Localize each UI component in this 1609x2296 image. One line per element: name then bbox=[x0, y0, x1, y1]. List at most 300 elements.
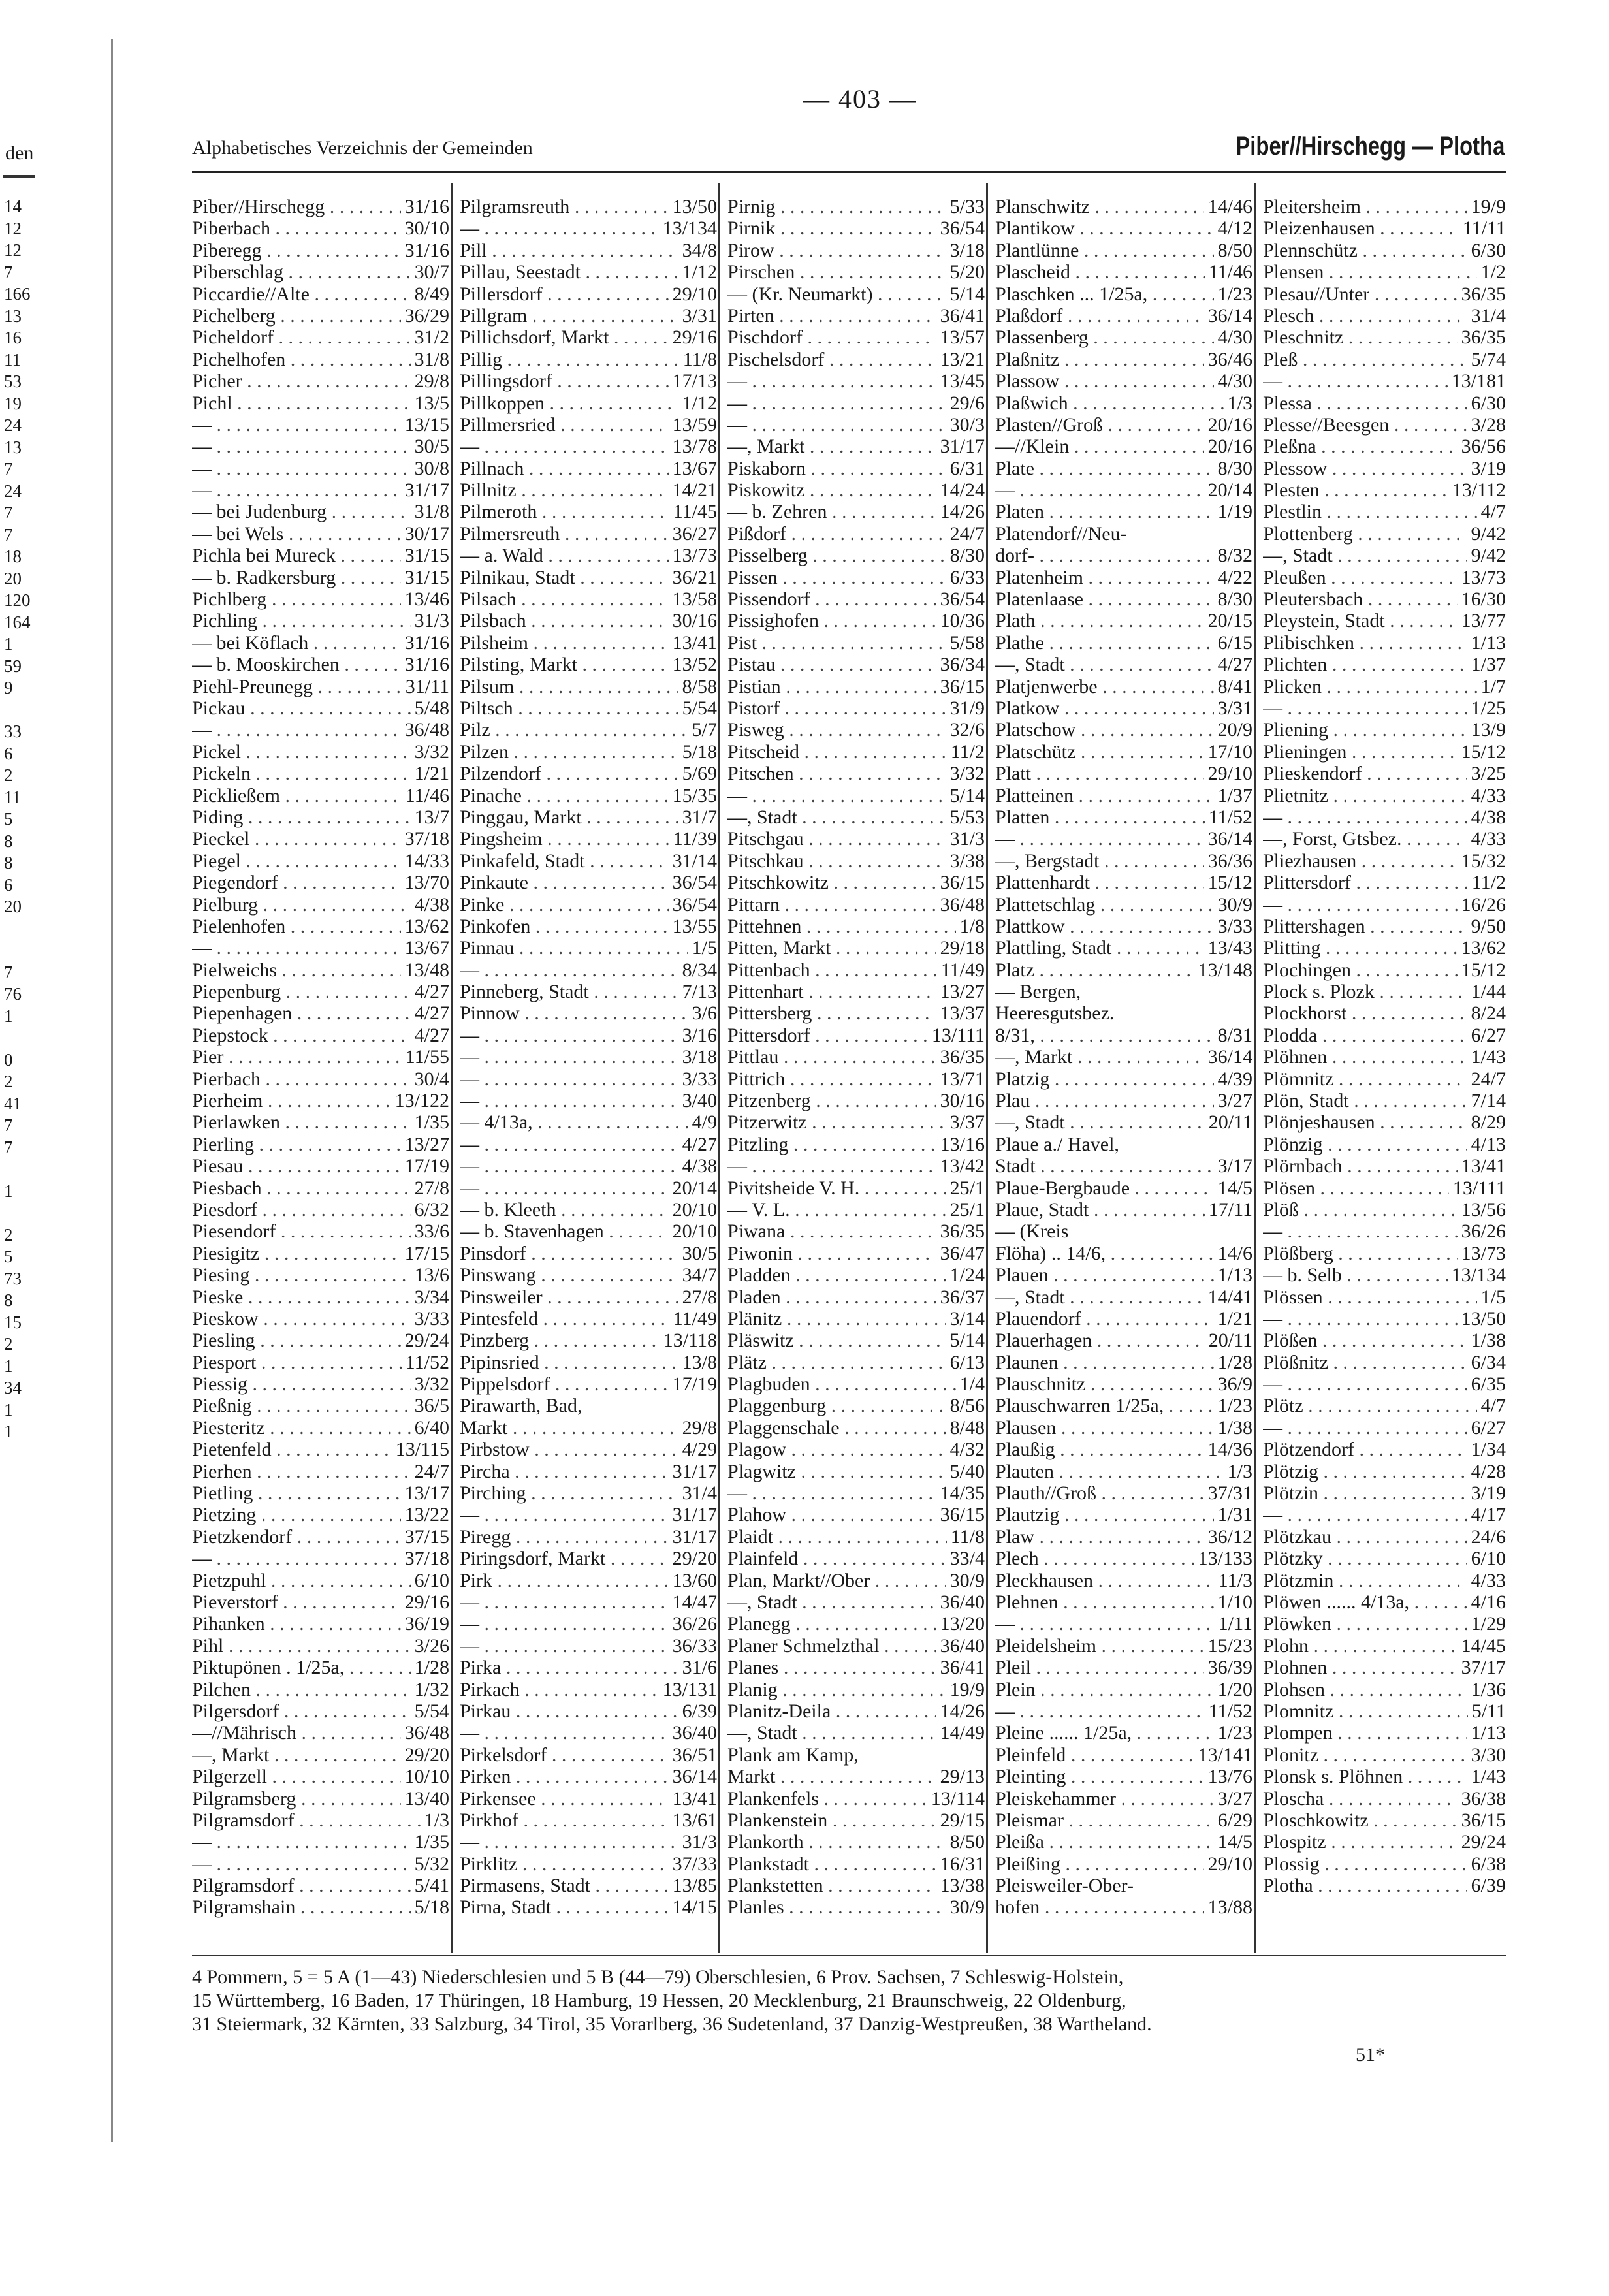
map-reference: 9/42 bbox=[1467, 523, 1506, 545]
gazetteer-entry bbox=[995, 523, 1252, 545]
map-reference: 13/42 bbox=[936, 1155, 985, 1177]
place-name: Plesse//Beesgen . . . bbox=[1263, 414, 1467, 436]
place-name: Plößen . . . bbox=[1263, 1330, 1467, 1351]
place-name: Pilzen . . . bbox=[460, 741, 678, 763]
place-name: Plötzmin . . . bbox=[1263, 1570, 1467, 1591]
place-name: Platt . . . bbox=[995, 763, 1204, 784]
gazetteer-entry bbox=[727, 981, 985, 1002]
gazetteer-entry bbox=[192, 1155, 449, 1177]
margin-number bbox=[4, 1640, 95, 1662]
map-reference: 15/35 bbox=[669, 785, 717, 806]
gazetteer-entry bbox=[995, 828, 1252, 850]
map-reference: 13/57 bbox=[936, 327, 985, 348]
map-reference: 4/16 bbox=[1467, 1591, 1506, 1613]
place-name: Plattkow . . . bbox=[995, 916, 1214, 937]
map-reference: 4/38 bbox=[1467, 806, 1506, 828]
map-reference: 36/29 bbox=[401, 305, 449, 327]
footnote-line: 4 Pommern, 5 = 5 A (1—43) Niederschlesien und 5 B (44—79) Oberschlesien, 6 Prov. Sachsen, 7 Schleswig-Holstein, bbox=[192, 1966, 1124, 1988]
place-name: Piehl-Preunegg . . . bbox=[192, 676, 402, 697]
map-reference: 8/30 bbox=[946, 545, 985, 566]
gazetteer-entry bbox=[192, 1896, 449, 1918]
gazetteer-entry bbox=[995, 1461, 1252, 1482]
map-reference: 1/35 bbox=[411, 1831, 449, 1853]
gazetteer-entry bbox=[727, 1243, 985, 1264]
map-reference: 1/8 bbox=[956, 916, 985, 937]
place-name: —//Klein . . . bbox=[995, 436, 1204, 457]
gazetteer-entry bbox=[995, 741, 1252, 763]
place-name: Pichling . . . bbox=[192, 610, 411, 631]
place-name: Pieske . . . bbox=[192, 1286, 411, 1308]
place-name: Plein . . . bbox=[995, 1679, 1214, 1700]
map-reference: 31/6 bbox=[678, 1657, 717, 1678]
gazetteer-entry bbox=[192, 719, 449, 741]
map-reference: 8/58 bbox=[678, 676, 717, 697]
place-name: Pinache . . . bbox=[460, 785, 669, 806]
gazetteer-entry bbox=[995, 1766, 1252, 1787]
place-name: Pitschkowitz . . . bbox=[727, 872, 936, 893]
gazetteer-entry bbox=[1263, 392, 1506, 414]
map-reference: 1/44 bbox=[1467, 981, 1506, 1002]
gazetteer-entry bbox=[460, 283, 717, 305]
margin-number bbox=[4, 1027, 95, 1049]
map-reference: 36/27 bbox=[669, 523, 717, 545]
place-name: Plönzig . . . bbox=[1263, 1134, 1467, 1155]
place-name: Plauten . . . bbox=[995, 1461, 1224, 1482]
gazetteer-entry bbox=[460, 1286, 717, 1308]
place-name: Plankstetten . . . bbox=[727, 1875, 936, 1896]
gazetteer-entry bbox=[995, 1068, 1252, 1090]
place-name: Pissighofen . . . bbox=[727, 610, 936, 631]
gazetteer-entry bbox=[995, 1810, 1252, 1831]
map-reference: 36/14 bbox=[1204, 1046, 1252, 1068]
map-reference: 30/9 bbox=[1214, 894, 1252, 916]
map-reference: 15/12 bbox=[1458, 741, 1506, 763]
gazetteer-entry bbox=[192, 261, 449, 283]
map-reference: 29/8 bbox=[411, 370, 449, 392]
map-reference: 1/20 bbox=[1214, 1679, 1252, 1700]
map-reference: 20/10 bbox=[669, 1220, 717, 1242]
gazetteer-entry bbox=[995, 588, 1252, 610]
map-reference bbox=[1081, 981, 1085, 1002]
gazetteer-entry bbox=[1263, 763, 1506, 784]
gazetteer-entry bbox=[995, 1526, 1252, 1548]
map-reference: 36/21 bbox=[669, 567, 717, 588]
map-reference: 31/3 bbox=[411, 610, 449, 631]
gazetteer-entry bbox=[995, 1264, 1252, 1286]
left-margin-fragment bbox=[0, 0, 108, 2296]
place-name: Picheldorf . . . bbox=[192, 327, 411, 348]
place-name: Plagbuden . . . bbox=[727, 1373, 956, 1395]
margin-number: 1 bbox=[4, 1181, 13, 1201]
gazetteer-entry bbox=[460, 1220, 717, 1242]
place-name: Pietenfeld . . . bbox=[192, 1439, 392, 1460]
place-name: — . . . bbox=[995, 1700, 1205, 1722]
gazetteer-entry bbox=[460, 1025, 717, 1046]
gazetteer-entry bbox=[727, 1134, 985, 1155]
map-reference: 36/41 bbox=[936, 1657, 985, 1678]
map-reference: 10/36 bbox=[936, 610, 985, 631]
map-reference: 31/4 bbox=[678, 1482, 717, 1504]
map-reference: 3/31 bbox=[678, 305, 717, 327]
place-name: Pissendorf . . . bbox=[727, 588, 936, 610]
place-name: Pirow . . . bbox=[727, 240, 946, 261]
place-name: Plonitz . . . bbox=[1263, 1744, 1467, 1766]
place-name: Plotha . . . bbox=[1263, 1875, 1467, 1896]
margin-number: 34 bbox=[4, 1378, 22, 1397]
place-name: Piringsdorf, Markt . . . bbox=[460, 1548, 669, 1569]
margin-number-list bbox=[4, 196, 95, 1815]
map-reference: 1/23 bbox=[1214, 283, 1252, 305]
map-reference: 4/28 bbox=[1467, 1461, 1506, 1482]
signature-mark: 51* bbox=[1356, 2044, 1385, 2065]
map-reference: 36/54 bbox=[936, 217, 985, 239]
gazetteer-entry bbox=[460, 1722, 717, 1744]
gazetteer-entry bbox=[460, 719, 717, 741]
place-name: Plan, Markt//Ober . . . bbox=[727, 1570, 946, 1591]
map-reference: 14/41 bbox=[1204, 1286, 1252, 1308]
map-reference: 6/40 bbox=[411, 1417, 449, 1439]
gazetteer-entry bbox=[995, 1722, 1252, 1744]
map-reference: 3/27 bbox=[1214, 1788, 1252, 1810]
gazetteer-entry bbox=[192, 1025, 449, 1046]
place-name: Planes . . . bbox=[727, 1657, 936, 1678]
place-name: Plötzendorf . . . bbox=[1263, 1439, 1467, 1460]
place-name: Pinkofen . . . bbox=[460, 916, 669, 937]
map-reference: 14/5 bbox=[1214, 1177, 1252, 1199]
gazetteer-entry bbox=[995, 1155, 1252, 1177]
place-name: Plöwen ...... 4/13a, . . . bbox=[1263, 1591, 1467, 1613]
map-reference: 4/29 bbox=[678, 1439, 717, 1460]
place-name: Heeresgutsbez. bbox=[995, 1002, 1115, 1025]
gazetteer-entry bbox=[1263, 523, 1506, 545]
map-reference: 13/77 bbox=[1458, 610, 1506, 631]
gazetteer-entry bbox=[1263, 741, 1506, 763]
place-name: —, Markt . . . bbox=[995, 1046, 1204, 1068]
place-name: Pitschgau . . . bbox=[727, 828, 946, 850]
place-name: Pilgerzell . . . bbox=[192, 1766, 401, 1787]
place-name: Piktupönen . 1/25a, . . . bbox=[192, 1657, 411, 1678]
gazetteer-entry bbox=[995, 436, 1252, 457]
place-name: Pichl . . . bbox=[192, 392, 411, 414]
gazetteer-entry bbox=[1263, 479, 1506, 501]
map-reference: 13/62 bbox=[1458, 937, 1506, 959]
margin-number bbox=[4, 1574, 95, 1597]
map-reference: 1/24 bbox=[946, 1264, 985, 1286]
place-name: Pierheim . . . bbox=[192, 1090, 391, 1111]
place-name: Pillingsdorf . . . bbox=[460, 370, 669, 392]
map-reference: 36/40 bbox=[936, 1635, 985, 1657]
map-reference: 7/13 bbox=[678, 981, 717, 1002]
map-reference: 14/21 bbox=[669, 479, 717, 501]
map-reference: 24/6 bbox=[1467, 1526, 1506, 1548]
gazetteer-entry bbox=[1263, 1875, 1506, 1896]
place-name: Plesch . . . bbox=[1263, 305, 1467, 327]
place-name: Pirkelsdorf . . . bbox=[460, 1744, 669, 1766]
gazetteer-entry bbox=[1263, 872, 1506, 893]
map-reference: 13/67 bbox=[669, 458, 717, 479]
gazetteer-entry bbox=[192, 981, 449, 1002]
margin-number bbox=[4, 1706, 95, 1728]
place-name: Plößberg . . . bbox=[1263, 1243, 1458, 1264]
map-reference: 5/41 bbox=[411, 1875, 449, 1896]
map-reference: 30/16 bbox=[669, 610, 717, 631]
place-name: Piwonin . . . bbox=[727, 1243, 936, 1264]
gazetteer-entry bbox=[1263, 240, 1506, 261]
gazetteer-entry bbox=[727, 676, 985, 697]
gazetteer-entry bbox=[192, 1679, 449, 1700]
place-name: Pitschkau . . . bbox=[727, 850, 946, 872]
place-name: Plauth//Groß . . . bbox=[995, 1482, 1204, 1504]
map-reference: 30/9 bbox=[946, 1896, 985, 1918]
place-name: Pliezhausen . . . bbox=[1263, 850, 1458, 872]
map-reference: 29/13 bbox=[936, 1766, 985, 1787]
map-reference: 13/38 bbox=[936, 1875, 985, 1896]
map-reference: 14/35 bbox=[936, 1482, 985, 1504]
map-reference: 36/35 bbox=[936, 1220, 985, 1242]
gazetteer-entry bbox=[1263, 1395, 1506, 1416]
gazetteer-entry bbox=[995, 1417, 1252, 1439]
place-name: Pirna, Stadt . . . bbox=[460, 1896, 669, 1918]
gazetteer-entry bbox=[995, 1286, 1252, 1308]
place-name: Pirklitz . . . bbox=[460, 1853, 669, 1875]
margin-number: 13 bbox=[4, 437, 22, 457]
gazetteer-entry bbox=[727, 916, 985, 937]
place-name: — . . . bbox=[460, 1722, 669, 1744]
gazetteer-entry bbox=[460, 1155, 717, 1177]
gazetteer-entry bbox=[995, 1853, 1252, 1875]
gazetteer-entry bbox=[460, 981, 717, 1002]
place-name: Pisselberg . . . bbox=[727, 545, 946, 566]
gazetteer-entry bbox=[1263, 632, 1506, 654]
gazetteer-entry bbox=[727, 436, 985, 457]
place-name: Pierlawken . . . bbox=[192, 1111, 411, 1133]
place-name: — . . . bbox=[1263, 1504, 1467, 1525]
place-name: Pihl . . . bbox=[192, 1635, 411, 1657]
place-name: — . . . bbox=[192, 414, 401, 436]
map-reference: 3/27 bbox=[1214, 1090, 1252, 1111]
gazetteer-entry bbox=[995, 1177, 1252, 1199]
map-reference: 4/30 bbox=[1214, 370, 1252, 392]
place-name: Pinke . . . bbox=[460, 894, 669, 916]
gazetteer-entry bbox=[727, 196, 985, 217]
gazetteer-entry bbox=[460, 261, 717, 283]
gazetteer-entry bbox=[995, 1635, 1252, 1657]
place-name: Platendorf//Neu- bbox=[995, 522, 1127, 545]
place-name: Pleißa . . . bbox=[995, 1831, 1214, 1853]
gazetteer-entry bbox=[995, 370, 1252, 392]
map-reference: 31/11 bbox=[402, 676, 449, 697]
map-reference: 32/6 bbox=[946, 719, 985, 741]
place-name: Pickeln . . . bbox=[192, 763, 411, 784]
place-name: Pilchen . . . bbox=[192, 1679, 411, 1700]
map-reference: 36/56 bbox=[1458, 436, 1506, 457]
map-reference: 14/6 bbox=[1214, 1243, 1252, 1264]
map-reference: 11/49 bbox=[937, 959, 985, 981]
map-reference: 30/7 bbox=[411, 261, 449, 283]
place-name: Plagwitz . . . bbox=[727, 1461, 946, 1482]
margin-header-fragment: den bbox=[5, 142, 34, 164]
gazetteer-entry bbox=[727, 872, 985, 893]
place-name: Pilz . . . bbox=[460, 719, 688, 741]
place-name: Pihanken . . . bbox=[192, 1613, 401, 1634]
place-name: Pittlau . . . bbox=[727, 1046, 936, 1068]
gazetteer-entry bbox=[727, 1853, 985, 1875]
gazetteer-entry bbox=[995, 1744, 1252, 1766]
map-reference: 33/6 bbox=[411, 1220, 449, 1242]
map-reference: 36/26 bbox=[1458, 1220, 1506, 1242]
place-name: Plech . . . bbox=[995, 1548, 1194, 1569]
map-reference: 13/7 bbox=[411, 806, 449, 828]
map-reference: 4/9 bbox=[688, 1111, 717, 1133]
map-reference: 31/17 bbox=[669, 1526, 717, 1548]
map-reference: 20/14 bbox=[669, 1177, 717, 1199]
gazetteer-entry bbox=[995, 1570, 1252, 1591]
margin-number bbox=[4, 1596, 95, 1618]
map-reference: 1/21 bbox=[411, 763, 449, 784]
map-reference: 31/16 bbox=[401, 240, 449, 261]
gazetteer-entry bbox=[727, 937, 985, 959]
map-reference: 8/41 bbox=[1214, 676, 1252, 697]
gazetteer-entry bbox=[727, 1657, 985, 1678]
place-name: Pirkensee . . . bbox=[460, 1788, 669, 1810]
gazetteer-entry bbox=[1263, 567, 1506, 588]
map-reference: 37/15 bbox=[401, 1526, 449, 1548]
place-name: hofen . . . bbox=[995, 1896, 1204, 1918]
gazetteer-entry bbox=[192, 1199, 449, 1220]
place-name: Plaußig . . . bbox=[995, 1439, 1204, 1460]
place-name: Pistau . . . bbox=[727, 654, 936, 675]
gazetteer-entry bbox=[727, 632, 985, 654]
place-name: Pittersdorf . . . bbox=[727, 1025, 928, 1046]
margin-number: 6 bbox=[4, 743, 13, 763]
gazetteer-entry bbox=[995, 1875, 1252, 1896]
map-reference: 34/7 bbox=[678, 1264, 717, 1286]
place-name: Piesport . . . bbox=[192, 1352, 402, 1373]
gazetteer-entry bbox=[1263, 1700, 1506, 1722]
place-name: Pissen . . . bbox=[727, 567, 946, 588]
gazetteer-entry bbox=[192, 937, 449, 959]
place-name: Pilgramsdorf . . . bbox=[192, 1875, 411, 1896]
place-name: Piesendorf . . . bbox=[192, 1220, 411, 1242]
place-name: Plospitz . . . bbox=[1263, 1831, 1458, 1853]
map-reference: 36/48 bbox=[401, 719, 449, 741]
gazetteer-entry bbox=[995, 654, 1252, 675]
margin-number: 1 bbox=[4, 1006, 13, 1026]
place-name: — . . . bbox=[192, 1853, 411, 1875]
gazetteer-entry bbox=[995, 479, 1252, 501]
map-reference: 13/43 bbox=[1204, 937, 1252, 959]
map-reference: 13/21 bbox=[936, 349, 985, 370]
map-reference: 1/23 bbox=[1214, 1395, 1252, 1416]
gazetteer-entry bbox=[727, 1482, 985, 1504]
gazetteer-entry bbox=[192, 1330, 449, 1351]
place-name: — Bergen, bbox=[995, 981, 1081, 1003]
place-name: Plascheid . . . bbox=[995, 261, 1205, 283]
place-name: Plattetschlag . . . bbox=[995, 894, 1214, 916]
gazetteer-entry bbox=[727, 217, 985, 239]
place-name: Plön, Stadt . . . bbox=[1263, 1090, 1467, 1111]
place-name: Plohn . . . bbox=[1263, 1635, 1458, 1657]
gazetteer-entry bbox=[995, 1046, 1252, 1068]
margin-rule bbox=[111, 39, 113, 2142]
map-reference: 5/14 bbox=[946, 1330, 985, 1351]
place-name: Plattenhardt . . . bbox=[995, 872, 1204, 893]
gazetteer-entry bbox=[460, 588, 717, 610]
place-name: Plittersdorf . . . bbox=[1263, 872, 1468, 893]
map-reference: 6/35 bbox=[1467, 1373, 1506, 1395]
place-name: Pilsach . . . bbox=[460, 588, 669, 610]
gazetteer-entry bbox=[727, 458, 985, 479]
map-reference: 11/8 bbox=[679, 349, 717, 370]
place-name: Pießnig . . . bbox=[192, 1395, 411, 1416]
margin-number bbox=[4, 1465, 95, 1487]
map-reference: 1/43 bbox=[1467, 1046, 1506, 1068]
map-reference: 11/39 bbox=[669, 828, 717, 850]
gazetteer-entry bbox=[1263, 1199, 1506, 1220]
map-reference: 5/14 bbox=[946, 283, 985, 305]
map-reference: 4/12 bbox=[1214, 217, 1252, 239]
gazetteer-entry bbox=[727, 1025, 985, 1046]
map-reference: 36/35 bbox=[1458, 283, 1506, 305]
map-reference: 1/5 bbox=[688, 937, 717, 959]
place-name: Plathe . . . bbox=[995, 632, 1214, 654]
map-reference: 1/12 bbox=[678, 392, 717, 414]
gazetteer-entry bbox=[192, 1068, 449, 1090]
place-name: Pilsbach . . . bbox=[460, 610, 669, 631]
place-name: Piepenhagen . . . bbox=[192, 1002, 411, 1024]
map-reference: 13/148 bbox=[1194, 959, 1252, 981]
map-reference: 3/18 bbox=[678, 1046, 717, 1068]
place-name: Pirka . . . bbox=[460, 1657, 678, 1678]
gazetteer-entry bbox=[995, 1788, 1252, 1810]
map-reference: 17/19 bbox=[669, 1373, 717, 1395]
place-name: Plohsen . . . bbox=[1263, 1679, 1467, 1700]
place-name: Pirawarth, Bad, bbox=[460, 1395, 582, 1417]
margin-number: 7 bbox=[4, 503, 13, 522]
place-name: Markt . . . bbox=[460, 1417, 678, 1439]
place-name: —, Forst, Gtsbez. . . . bbox=[1263, 828, 1467, 850]
gazetteer-entry bbox=[460, 392, 717, 414]
gazetteer-entry bbox=[995, 305, 1252, 327]
place-name: Pillmersried . . . bbox=[460, 414, 669, 436]
place-name: Plomnitz . . . bbox=[1263, 1700, 1468, 1722]
map-reference: 13/50 bbox=[669, 196, 717, 217]
map-reference: 13/111 bbox=[1449, 1177, 1506, 1199]
place-name: Plitting . . . bbox=[1263, 937, 1458, 959]
place-name: Pilsum . . . bbox=[460, 676, 678, 697]
map-reference: 8/34 bbox=[678, 959, 717, 981]
gazetteer-entry bbox=[995, 1002, 1252, 1024]
place-name: Pilgramsreuth . . . bbox=[460, 196, 669, 217]
place-name: Plittershagen . . . bbox=[1263, 916, 1467, 937]
map-reference: 5/54 bbox=[411, 1700, 449, 1722]
gazetteer-entry bbox=[995, 697, 1252, 719]
map-reference: 17/15 bbox=[401, 1243, 449, 1264]
gazetteer-entry bbox=[995, 937, 1252, 959]
place-name: Platenlaase . . . bbox=[995, 588, 1214, 610]
map-reference: 13/115 bbox=[392, 1439, 449, 1460]
gazetteer-entry bbox=[1263, 1286, 1506, 1308]
gazetteer-entry bbox=[192, 1722, 449, 1744]
place-name: Plauendorf . . . bbox=[995, 1308, 1214, 1330]
place-name: Platschow . . . bbox=[995, 719, 1214, 741]
margin-number: 6 bbox=[4, 874, 13, 895]
place-name: Pivitsheide V. H. . . . bbox=[727, 1177, 946, 1199]
margin-number: 18 bbox=[4, 547, 22, 566]
map-reference: 6/30 bbox=[1467, 240, 1506, 261]
map-reference: 31/4 bbox=[1467, 305, 1506, 327]
margin-number: 12 bbox=[4, 240, 22, 260]
